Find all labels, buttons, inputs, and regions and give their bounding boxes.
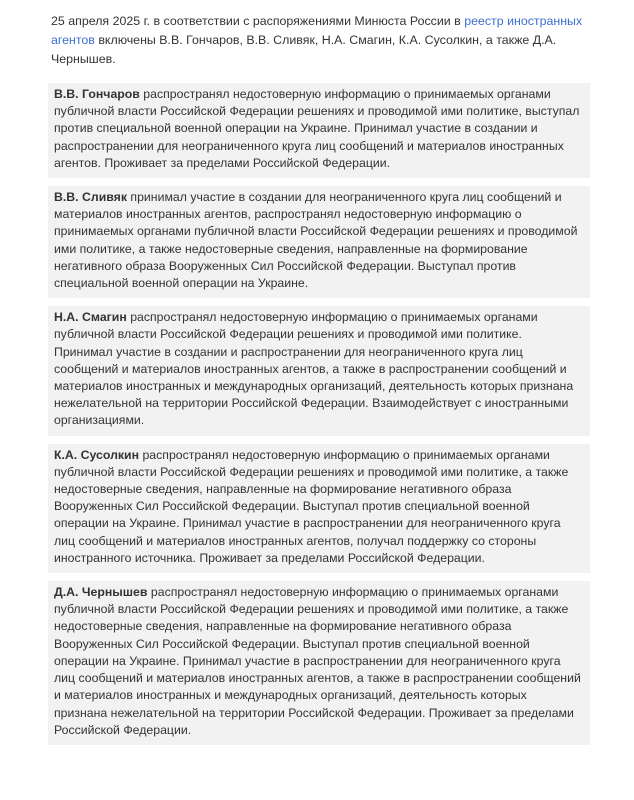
intro-text-end: , а также	[479, 33, 533, 47]
person-description: распространял недостоверную информацию о принимаемых органами публичной власти Российской Федерации решениях и проводимой ими политике. Принимал участие в создании и распространении для неограниченного круга лиц сообщений и материалов иностранных агентов, а также в распространении сообщений и материалов иностранных и международных организаций, деятельность которых признана нежелательной на территории Российской Федерации. Взаимодействует с иностранными организациями.	[54, 310, 574, 428]
intro-final-dot: .	[112, 52, 116, 66]
person-block-chernyshev	[48, 581, 590, 745]
person-description: распространял недостоверную информацию о принимаемых органами публичной власти Российской Федерации решениях и проводимой ими политике, выступал против специальной военной операции на Украине. Принимал участие в создании и распространении для неограниченного круга лиц сообщений и материалов иностранных агентов. Проживает за пределами Российской Федерации.	[54, 87, 580, 170]
foreign-agents-registry-link[interactable]: реестр иностранных агентов	[51, 14, 583, 47]
person-name: В.В. Гончаров	[54, 87, 140, 101]
intro-text-continued: включены В.В. Гончаров, В.В. Сливяк, Н.А. Смагин, К.А. Сусолкин	[94, 33, 479, 47]
person-name: В.В. Сливяк	[54, 190, 127, 205]
intro-paragraph	[51, 12, 590, 69]
person-name: Д.А. Чернышев	[54, 585, 148, 600]
person-description: принимал участие в создании для неограниченного круга лиц сообщений и материалов иностранных агентов, распространял недостоверную информацию о принимаемых органами публичной власти Российской Федерации решениях и проводимой ими политике, а также недостоверные сведения, направленные на формирование негативного образа Вооруженных Сил Российской Федерации. Выступал против специальной военной операции на Украине.	[54, 190, 578, 291]
person-name: К.А. Сусолкин	[54, 447, 140, 462]
person-block-slivyak	[48, 186, 590, 298]
person-description: распространял недостоверную информацию о принимаемых органами публичной власти Российской Федерации решениях и проводимой ими политике, а также недостоверные сведения, направленные на формирование негативного образа Вооруженных Сил Российской Федерации. Выступал против специальной военной операции на Украине. Принимал участие в распространении для неограниченного круга лиц сообщений и материалов иностранных агентов, получал поддержку со стороны иностранного источника. Проживает за пределами Российской Федерации.	[54, 447, 569, 565]
intro-text: 25 апреля 2025 г. в соответствии с распоряжениями Минюста России в	[51, 14, 465, 28]
person-name: Н.А. Смагин	[54, 310, 127, 325]
person-block-goncharov	[48, 83, 590, 178]
person-description: распространял недостоверную информацию о принимаемых органами публичной власти Российской Федерации решениях и проводимой ими политике, а также недостоверные сведения, направленные на формирование негативного образа Вооруженных Сил Российской Федерации. Выступал против специальной военной операции на Украине. Принимал участие в распространении для неограниченного круга лиц сообщений и материалов иностранных агентов, а также в распространении сообщений и материалов иностранных и международных организаций, деятельность которых признана нежелательной на территории Российской Федерации. Проживает за пределами Российской Федерации.	[54, 585, 581, 737]
intro-last-name: Д.А. Чернышев	[51, 33, 557, 66]
person-block-smagin	[48, 306, 590, 435]
person-block-susolkin	[48, 444, 590, 573]
